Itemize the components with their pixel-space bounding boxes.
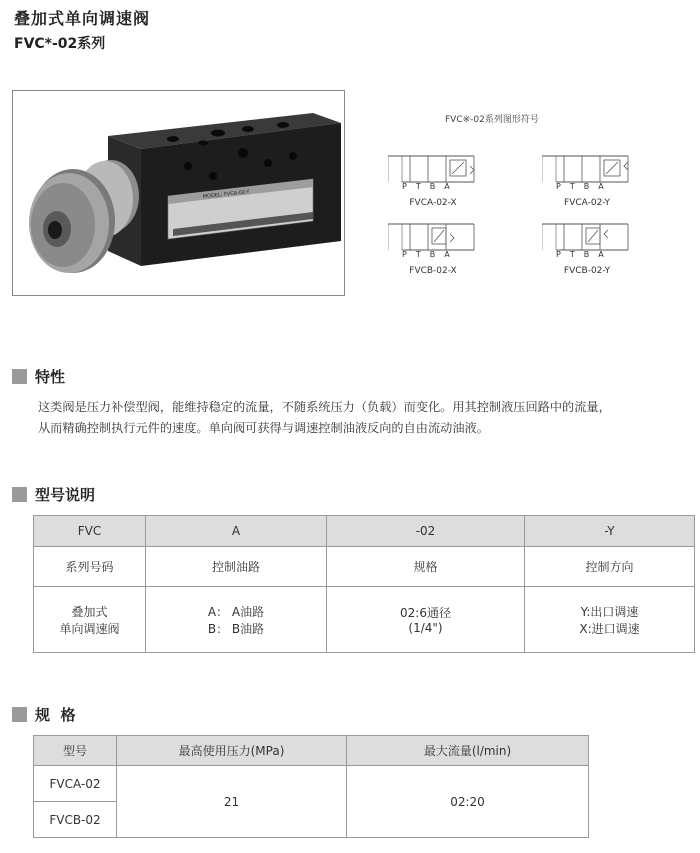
symbol-fvca-02-x (388, 152, 488, 212)
symbol-ports: PTBA (556, 182, 613, 191)
product-photo (12, 90, 345, 296)
table-row (34, 516, 695, 547)
section-marker-icon (12, 707, 27, 722)
symbol-label: FVCA-02-X (409, 198, 457, 208)
table-cell: 02:6通径 (1/4") (327, 587, 525, 653)
table-cell: FVCA-02 (34, 766, 117, 802)
symbol-ports: PTBA (402, 182, 459, 191)
table-row (34, 736, 589, 766)
symbol-label: FVCB-02-Y (563, 266, 611, 276)
features-heading: 特性 (12, 366, 65, 387)
specs-heading: 规 格 (12, 704, 75, 725)
table-row (34, 766, 589, 802)
section-marker-icon (12, 369, 27, 384)
symbol-fvcb-02-y (542, 220, 642, 280)
symbol-label: FVCA-02-Y (564, 198, 610, 208)
section-marker-icon (12, 487, 27, 502)
table-cell: 最大流量(l/min) (347, 736, 589, 766)
page-subtitle: FVC*-02系列 (14, 36, 106, 52)
table-cell: 最高使用压力(MPa) (117, 736, 347, 766)
symbol-label: FVCB-02-X (409, 266, 457, 276)
nameplate-model-text: MODEL: FVCA-02-Y (202, 189, 250, 200)
symbol-fvcb-02-x (388, 220, 488, 280)
symbol-ports: PTBA (556, 250, 613, 259)
table-cell: -02 (327, 516, 525, 547)
table-row (34, 587, 695, 653)
table-cell: A (146, 516, 327, 547)
symbols-title: FVC※-02系列图形符号 (445, 115, 539, 125)
table-cell: 21 (117, 766, 347, 838)
table-cell: FVCB-02 (34, 802, 117, 838)
table-cell: 规格 (327, 547, 525, 587)
symbol-fvca-02-y (542, 152, 642, 212)
hydraulic-symbols-panel (370, 90, 690, 300)
model-table (33, 515, 695, 653)
table-cell: A： A油路 B： B油路 (146, 587, 327, 653)
page-title: 叠加式单向调速阀 (14, 9, 151, 28)
table-cell: Y:出口调速 X:进口调速 (525, 587, 695, 653)
features-text: 这类阀是压力补偿型阀，能维持稳定的流量，不随系统压力（负载）而变化。用其控制液压回路中的流量， 从而精确控制执行元件的速度。单向阀可获得与调速控制油液反向的自由流动油液。 (38, 400, 611, 435)
table-cell: 型号 (34, 736, 117, 766)
specs-table (33, 735, 589, 838)
table-cell: -Y (525, 516, 695, 547)
table-cell: 02:20 (347, 766, 589, 838)
symbol-ports: PTBA (402, 250, 459, 259)
table-cell: FVC (34, 516, 146, 547)
table-cell: 控制方向 (525, 547, 695, 587)
model-heading: 型号说明 (12, 484, 95, 505)
table-row (34, 547, 695, 587)
table-cell: 叠加式 单向调速阀 (34, 587, 146, 653)
table-cell: 系列号码 (34, 547, 146, 587)
table-cell: 控制油路 (146, 547, 327, 587)
